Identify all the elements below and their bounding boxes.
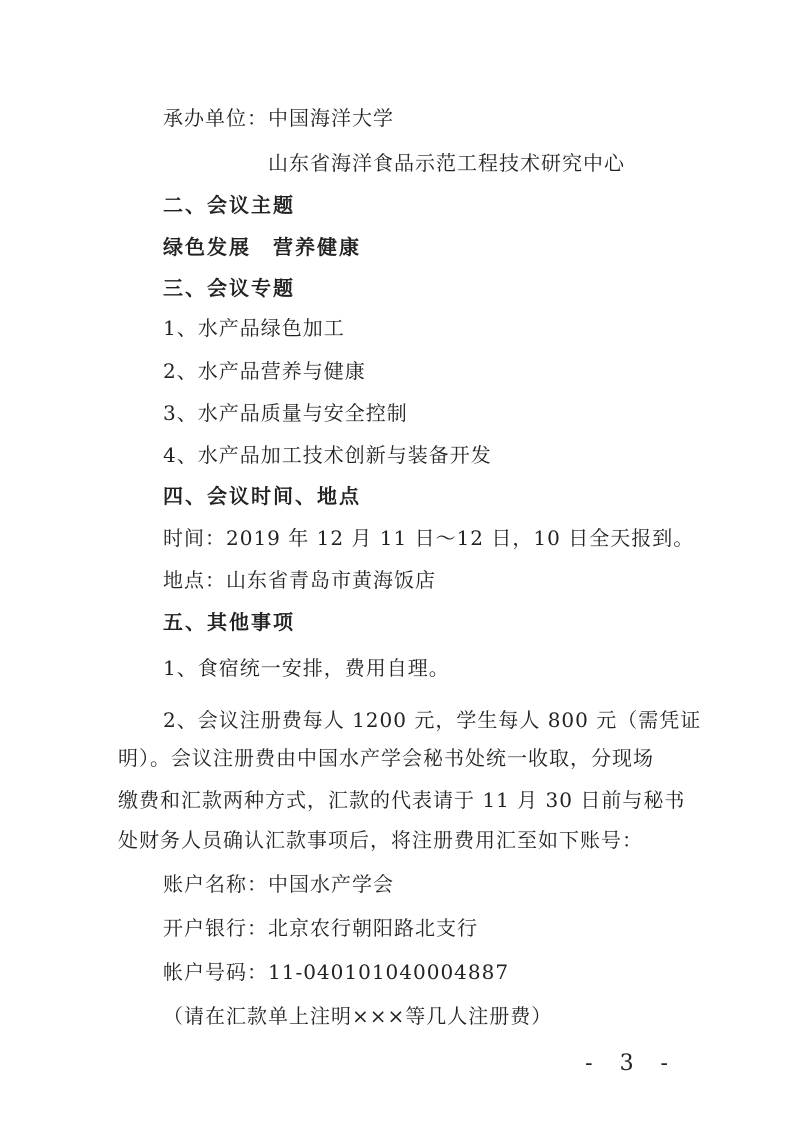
section-theme-heading: 二、会议主题 (163, 193, 295, 217)
topic-item-4: 4、水产品加工技术创新与装备开发 (163, 443, 492, 467)
section-topics-heading: 三、会议专题 (163, 276, 295, 300)
organizer-name-1: 中国海洋大学 (268, 106, 394, 130)
section-other-heading: 五、其他事项 (163, 610, 295, 634)
remittance-note: （请在汇款单上注明×××等几人注册费） (163, 1004, 553, 1028)
meeting-place: 地点：山东省青岛市黄海饭店 (163, 568, 436, 592)
account-number: 帐户号码：11-040101040004887 (163, 960, 510, 984)
other-item-2-line-4: 处财务人员确认汇款事项后，将注册费用汇至如下账号： (118, 828, 643, 852)
meeting-time: 时间：2019 年 12 月 11 日～12 日，10 日全天报到。 (163, 526, 695, 550)
other-item-2-line-1: 2、会议注册费每人 1200 元，学生每人 800 元（需凭证 (163, 708, 702, 732)
topic-item-3: 3、水产品质量与安全控制 (163, 401, 408, 425)
bank-name: 开户银行：北京农行朝阳路北支行 (163, 916, 478, 940)
organizer-line-1 (163, 104, 394, 132)
other-item-1: 1、食宿统一安排，费用自理。 (163, 656, 450, 680)
section-time-place-heading: 四、会议时间、地点 (163, 484, 361, 508)
other-item-2-line-2: 明）。会议注册费由中国水产学会秘书处统一收取，分现场 (118, 746, 654, 770)
organizer-name-2: 山东省海洋食品示范工程技术研究中心 (268, 151, 625, 175)
page-number: - 3 - (585, 1051, 678, 1076)
organizer-label: 承办单位： (163, 106, 268, 130)
section-theme-content: 绿色发展 营养健康 (163, 235, 361, 259)
topic-item-2: 2、水产品营养与健康 (163, 359, 366, 383)
topic-item-1: 1、水产品绿色加工 (163, 316, 345, 340)
other-item-2-line-3: 缴费和汇款两种方式，汇款的代表请于 11 月 30 日前与秘书 (118, 788, 686, 812)
account-name: 账户名称：中国水产学会 (163, 872, 394, 896)
